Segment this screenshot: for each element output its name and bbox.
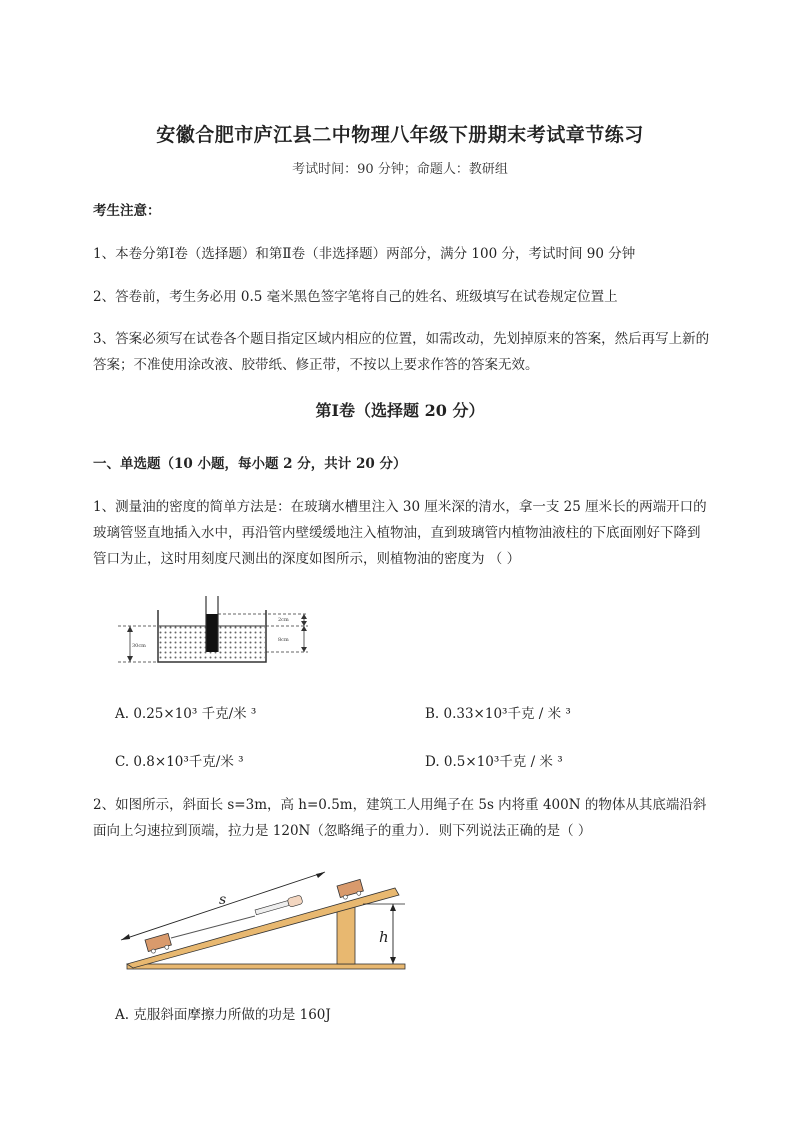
notice-item-2: 2、答卷前，考生务必用 0.5 毫米黑色签字笔将自己的姓名、班级填写在试卷规定位置上 xyxy=(93,289,618,305)
label-2cm: 2cm xyxy=(278,617,289,623)
label-h: h xyxy=(379,928,389,946)
spring-scale xyxy=(254,895,303,917)
page-subtitle: 考试时间：90 分钟；命题人：教研组 xyxy=(292,162,508,177)
box-top xyxy=(337,879,364,900)
label-s: s xyxy=(219,892,227,908)
support-post xyxy=(337,906,355,964)
notice-item-1: 1、本卷分第Ⅰ卷（选择题）和第Ⅱ卷（非选择题）两部分，满分 100 分，考试时间 90 分钟 xyxy=(93,246,636,262)
part-heading: 一、单选题（10 小题，每小题 2 分，共计 20 分） xyxy=(93,456,407,472)
incline-figure xyxy=(115,860,415,980)
label-30cm: 30cm xyxy=(132,643,146,649)
notice-heading: 考生注意： xyxy=(93,203,161,219)
oil-density-figure xyxy=(118,590,328,670)
question-1-text: 1、测量油的密度的简单方法是：在玻璃水槽里注入 30 厘米深的清水，拿一支 25 厘米长的两端开口的玻璃管竖直地插入水中，再沿管内壁缓缓地注入植物油，直到玻璃管内植物油液柱的下底面刚好下降到管口为止，这时用刻度尺测出的深度如图所示，则植物油的密度为 （ ） xyxy=(93,499,707,567)
label-8cm: 8cm xyxy=(278,637,289,643)
q1-option-c: C. 0.8×10³千克/米 ³ xyxy=(115,754,244,770)
q1-option-d: D. 0.5×10³千克 / 米 ³ xyxy=(425,754,563,770)
question-2-text: 2、如图所示，斜面长 s=3m，高 h=0.5m，建筑工人用绳子在 5s 内将重 400N 的物体从其底端沿斜面向上匀速拉到顶端，拉力是 120N（忽略绳子的重力）．则下列说法正确的是（ ） xyxy=(93,797,707,839)
page-title: 安徽合肥市庐江县二中物理八年级下册期末考试章节练习 xyxy=(156,124,644,146)
notice-item-3: 3、答案必须写在试卷各个题目指定区域内相应的位置，如需改动，先划掉原来的答案，然后再写上新的答案；不准使用涂改液、胶带纸、修正带，不按以上要求作答的答案无效。 xyxy=(93,331,710,373)
q1-option-b: B. 0.33×10³千克 / 米 ³ xyxy=(425,706,571,722)
section-title: 第Ⅰ卷（选择题 20 分） xyxy=(315,401,485,420)
oil-column xyxy=(207,614,218,652)
box-bottom xyxy=(145,933,172,954)
incline-board xyxy=(127,888,399,968)
ground-bar xyxy=(127,964,405,969)
q1-option-a: A. 0.25×10³ 千克/米 ³ xyxy=(115,706,257,722)
q2-option-a: A. 克服斜面摩擦力所做的功是 160J xyxy=(115,1007,331,1023)
